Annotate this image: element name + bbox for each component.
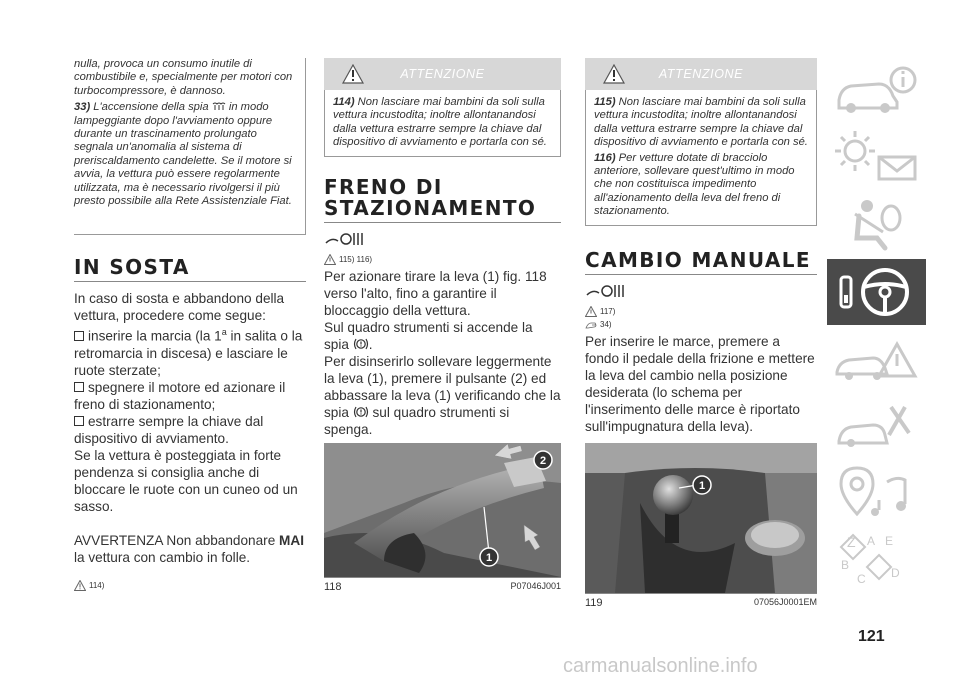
warning-refs: 114) [74, 580, 306, 591]
sidebar-item-multimedia[interactable] [827, 460, 926, 527]
warning-refs: 117) [585, 306, 817, 317]
intro-text: nulla, provoca un consumo inutile di combustibile e, specialmente per motori con turbocompressore, è dannoso. [74, 58, 293, 97]
figure-caption: 118 P07046J001 [324, 580, 561, 593]
advisory: AVVERTENZA Non abbandonare MAI la vettura con cambio in folle. [74, 532, 304, 565]
callout-1: 1 [485, 551, 493, 564]
warning-header [324, 58, 561, 90]
svg-text:B: B [841, 558, 850, 572]
warning-triangle-icon [585, 306, 597, 317]
tools-icon [827, 393, 926, 459]
page-number: 121 [858, 628, 885, 645]
brake-warning-icon [353, 337, 369, 351]
warning-title: ATTENZIONE [400, 67, 485, 81]
seat-airbag-icon [827, 192, 926, 258]
paragraph: Se la vettura è posteggiata in forte pendenza si consiglia anche di bloccare le ruote con un cuneo od un sasso. [74, 447, 298, 514]
warning-refs: 115) 116) [324, 254, 561, 265]
column-2 [324, 58, 561, 593]
watermark: carmanualsonline.info [563, 655, 758, 677]
sidebar-item-index[interactable] [827, 527, 926, 594]
warning-header [585, 58, 817, 90]
section-heading: CAMBIO MANUALE [585, 250, 817, 275]
warning-body: 115) Non lasciare mai bambini da soli sulla vettura incustodita; inoltre allontanandosi dalla vettura estrarre sempre la chiave dal dispositivo di avviamento e portarla con sé. 116) Per vetture dotate di bracciolo anteriore, sollevare quest'ultimo in modo che non costituisca impedimento all'azionamento della leva del freno di stazionamento. [585, 90, 817, 226]
callout-1: 1 [698, 479, 706, 492]
figure-119 [585, 443, 817, 594]
column-1 [74, 58, 306, 591]
sidebar-item-maintenance[interactable] [827, 393, 926, 460]
note-box [74, 58, 306, 235]
bullet-item: estrarre sempre la chiave dal dispositivo di avviamento. [74, 413, 264, 446]
sidebar-item-car-info[interactable] [827, 58, 926, 125]
gear-lever-photo [585, 443, 817, 593]
index-letters-icon [827, 527, 926, 593]
sidebar-item-driving[interactable] [827, 259, 926, 326]
bullet-box-icon [74, 382, 84, 392]
brake-warning-icon [353, 405, 369, 419]
note-refs: 34) [585, 319, 817, 330]
warning-body: 114) Non lasciare mai bambini da soli sulla vettura incustodita; inoltre allontanandosi dalla vettura estrarre sempre la chiave dal dispositivo di avviamento e portarla con sé. [324, 90, 561, 157]
warning-triangle-icon [324, 254, 336, 265]
svg-text:Z: Z [847, 534, 856, 550]
sidebar-item-lights[interactable] [827, 125, 926, 192]
sidebar-item-emergency[interactable] [827, 326, 926, 393]
handbrake-warning-icon [324, 229, 364, 249]
section-body: Per inserire le marce, premere a fondo il pedale della frizione e mettere la leva del cambio nella posizione desiderata (lo schema per l'inserimento delle marce è riportato sull'impugnatura della leva). [585, 333, 815, 434]
handbrake-photo [324, 443, 561, 577]
warning-triangle-icon [74, 580, 86, 591]
glow-plug-icon [212, 102, 226, 111]
section-body [74, 290, 306, 566]
lever-icon-row [324, 229, 561, 254]
bullet-item: inserire la marcia (la 1$^a$ in salita o la retromarcia in discesa) e lasciare le ruote sterzate; [74, 327, 303, 378]
bullet-box-icon [74, 416, 84, 426]
navigation-music-icon [827, 460, 926, 526]
lever-icon-row [585, 281, 817, 306]
figure-118 [324, 443, 561, 578]
warning-title: ATTENZIONE [658, 67, 744, 81]
section-heading: IN SOSTA [74, 257, 306, 282]
svg-text:E: E [885, 534, 894, 548]
gear-warning-icon [585, 281, 625, 301]
paragraph: In caso di sosta e abbandono della vettura, procedere come segue: [74, 291, 285, 323]
sidebar-item-safety[interactable] [827, 192, 926, 259]
bullet-box-icon [74, 331, 84, 341]
section-heading: FRENO DI STAZIONAMENTO [324, 177, 561, 223]
svg-text:C: C [857, 572, 866, 586]
section-body: Per azionare tirare la leva (1) fig. 118 verso l'alto, fino a garantire il bloccaggio della vettura. Sul quadro strumenti si accende la spia . Per disinserirlo sollevare leggermente la leva (1), premere il pulsante (2) ed abbassare la leva (1) verificando che la spia sul quadro strumenti si spenga. [324, 268, 561, 437]
callout-2: 2 [539, 454, 547, 467]
note-33: 33) L'accensione della spia in modo lampeggiante dopo l'avviamento oppure durante un trascinamento prolungato segnala un'anomalia al sistema di preriscaldamento candelette. Se il motore si avvia, la vettura può essere regolarmente utilizzata, ma è necessario rivolgersi il più presto possibile alla Rete Assistenziale Fiat. [74, 101, 292, 208]
figure-caption: 119 07056J0001EM [585, 596, 817, 609]
warning-car-icon [827, 326, 926, 392]
note-hand-icon [585, 319, 597, 330]
svg-text:A: A [867, 534, 876, 548]
column-3 [585, 58, 817, 609]
steering-wheel-icon [827, 259, 926, 325]
car-info-icon [827, 58, 926, 124]
lights-envelope-icon [827, 125, 926, 191]
chapter-sidebar [827, 58, 926, 594]
bullet-item: spegnere il motore ed azionare il freno di stazionamento; [74, 379, 286, 412]
svg-text:D: D [891, 566, 900, 580]
